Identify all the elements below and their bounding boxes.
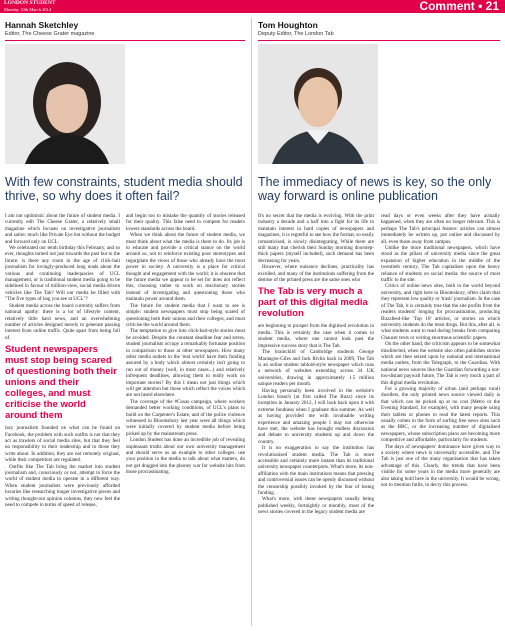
paragraph: It's no secret that the media is evolving. With the print industry a decade and a half into a fight for its life to maintain interest in hard copies of newspapers and magazines, it is regretful to see how the format, so easily romanticised, is slowly disintegrating. While there are still many that cherish their Sunday morning doorstep-thick papers (myself included), such demand has been decreasing for years.	[258, 213, 374, 264]
column-divider	[251, 18, 252, 626]
paragraph: What's more, with these newspapers usually being published weekly, fortnightly or monthly, most of the news stories covered in the legacy student media are	[258, 496, 374, 516]
paragraph: I am not optimistic about the future of student media. I currently edit The Cheese Grater, a relatively small magazine which focuses on investigative journalism and satire; much like Private Eye but without the budget and forward only on UCL.	[5, 213, 120, 245]
paragraph: The temptation to give into click-bait-style stories must be avoided. Despite the constant deadline fear and stress, student journalists occupy a remarkably fortunate position in comparison to those at other newspapers. How many other media outlets in the 'real world' have their funding assured by a body which almost certainly isn't going to run out of money (well, in most cases...) and relatively infrequent deadlines, allowing them to really work on important stories? By this I mean not just things which will get attention but those which reflect the voices which are not heard elsewhere.	[126, 328, 245, 399]
right-column-2	[381, 213, 500, 628]
left-author-block	[5, 20, 94, 37]
paragraph: The days of newspapers' dominance have given way to a society where news is universally accessible, and The Tab is just one of the many organisation that has taken advantage of this. Clearly, the trends that have been visible for some years in the media more generally are also taking hold here in the university. It would be wrong, not to mention futile, to decry this process.	[381, 443, 500, 489]
paragraph: Outfits like The Tab bring the market into student journalism and, consciously or not, attempt to force the world of student media to operate in a different way. When student journalists were previously afforded luxuries like researching longer investigative pieces and writing thought-out opinion columns, they now feel the need to compete in terms of speed of release,	[5, 463, 120, 508]
masthead	[4, 1, 56, 12]
paragraph: and begin too to mistake the quantity of stories released for their quality. This false need to compete for readers lowers standards across the board.	[126, 213, 245, 232]
paragraph: On the other hand, the criticism appears to be somewhat misdirected, when the website also often publishes stories which are then seized upon by national and international media outlets, from the Telegraph, to the Guardian. With national news sources like the Guardian forwarding a not-too-distant paywall future, The Tab is very much a part of this digital media revolution.	[381, 341, 500, 386]
left-rule	[5, 40, 245, 41]
section-title: Comment • 21	[419, 0, 499, 13]
left-pull-quote: Student newspapers must stop being scared of questioning both their unions and their colleges, and must criticise the world around them	[5, 344, 117, 422]
header-bar	[0, 0, 505, 13]
left-author-role: Editor, The Cheese Grater magazine	[5, 31, 95, 37]
right-pull-quote: The Tab is very much a part of this digital media revolution	[258, 286, 368, 320]
paragraph: read days or even weeks after they have actually happened, when they are often no longer relevant. This is perhaps The Tab's principal feature: articles can almost immediately be written up, put online and discussed by all, even those away from campus.	[381, 213, 500, 245]
paragraph: The coverage of the #Cosas campaign, where workers demanded better working conditions, of UCL's plans to build on the Carpenter's Estate, and of the police violence witnessed in Bloomsbury last year were all things which were initially covered by student media before being picked up by the mainstream press.	[126, 398, 245, 437]
paragraph: However, where nuisance declines, practicality has excelled, and many of the institutions suffering from the demise of the printed press are the same ones who	[258, 264, 374, 284]
paragraph: London Student has done an incredible job of revealing unpleasant truths about our own university management and should serve as an example to other colleges: use your position in the media to talk about what matters, do not get dragged into the phoney war for website hits from those procrastinating.	[126, 437, 245, 476]
left-author-name: Hannah Sketchley	[5, 20, 79, 30]
paragraph: The future for student media that I want to see is simple: student newspapers must stop being scared of questioning both their unions and their colleges, and must criticise the world around them.	[126, 302, 245, 328]
paragraph: Student media across the board currently suffers from national apathy: there is a lot of lifestyle content, relatively little hard news, and an overwhelming number of articles designed merely to generate passing interest from online traffic. Quite apart from being full of	[5, 302, 120, 341]
right-column-1	[258, 213, 374, 628]
left-column-2	[126, 213, 245, 628]
right-author-name: Tom Houghton	[258, 20, 318, 30]
paragraph: For a growing majority of urban (and perhaps rural) dwellers, the only printed news source viewed daily is that which can be picked up at no cost (Metro or the Evening Standard, for example), with many people using their tablets or phones to read the latest reports. This usually comes in the form of surfing free news sites such as the BBC, or the increasing number of digitalised newspapers, whose subscription plans are becoming more competitive and affordable, particularly for students.	[381, 385, 500, 444]
right-author-photo	[258, 44, 378, 164]
paragraph: It is no exaggeration to say the institution has revolutionised student media. The Tab is more accessible and certainly more instant than its traditional university newspaper counterparts. What's more, its non-affiliation with the main institutions means that pressing and controversial issues can be openly discussed without the censorship possibly invoked by the fear of losing funding.	[258, 445, 374, 497]
left-author-photo	[5, 44, 125, 164]
left-headline: With few constraints, student media should thrive, so why does it often fail?	[5, 175, 243, 203]
paragraph: lazy journalism founded on what can be found on Facebook, the problem with such outfits is not that they act as trawlers of social media sites, but that they feel no responsibility to their readership and to those they write about. In addition, they are not remotely original, while their competitors are regulated.	[5, 425, 120, 464]
paragraph: are beginning to prosper from the digitised revolution in media. This is certainly the case when it comes to student media, where one cannot look past the impressive success story that is The Tab.	[258, 323, 374, 349]
issue-date: Monday 10th March 2014	[4, 6, 52, 12]
left-column-1	[5, 213, 120, 628]
right-author-block	[258, 20, 334, 37]
paragraph: Having personally been involved in the website's London branch (at first called The Buzz) since its inception in January 2012, I will look back upon it with extreme fondness when I graduate this summer. As well as having provided me with invaluable writing experience and amazing people I may not otherwise have met, the website has brought endless discussion and debate to university students up and down the country.	[258, 387, 374, 445]
paragraph: Critics of online news sites, both in the world beyond university, and right here in Bloomsbury, often claim that they represent low quality or 'trash' journalism. In the case of The Tab, it is certainly true that the site profits from the readers students' longing for procrastination, producing Buzzfeed-like 'Top 10' articles, or stories on which university students do the most drugs. But this, after all, is what students want to read during breaks from comparing Chaucer texts or writing enormous scientific papers.	[381, 283, 500, 341]
right-rule	[258, 40, 500, 41]
right-author-role: Deputy Editor, The London Tab	[258, 31, 334, 37]
paragraph: We celebrated our tenth birthday this February, and so ever, thoughts turned not just towards the past but to the future: is there any room in the age of click-bait journalism for lovingly-produced long reads about the various and continuing inadequacies of UCL management, or is traditional student media going to be sidelined in favour of million-view, social media driven vehicles like The Tab? Will our media be filled with "The five types of bag you see at UCL"?	[5, 245, 120, 303]
paragraph: Unlike the more traditional newspapers, which have stood as the pillars of university media since the great expansion of higher education in the middle of the twentieth century, The Tab capitalises upon the heavy reliance of students on social media: the source of most traffic to the site.	[381, 245, 500, 284]
right-headline: The immediacy of news is key, so the only way forward is online publication	[258, 175, 492, 203]
paragraph: When we think about the future of student media, we must think about what the media is there to do. Its job is to educate and provide a critical stance on the world around us, not to reinforce existing poor stereotypes and regurgitate the views of those who already have the most power in society. A university is a place for critical thought and engagement with the world; it is obscene that the future media we appear to be set for does not reflect this, choosing rather to work on reactionary stories instead of investigating and questioning those who maintain power around them.	[126, 232, 245, 303]
paragraph: The brainchild of Cambridge students George Marangos-Giles and Jack Rivlin back in 2009, The Tab is an online student tabloid-style newspaper which runs a network of websites extending across 34 UK universities, drawing in approximately 1.5 million unique readers per month.	[258, 349, 374, 388]
masthead-title: LONDON STUDENT	[4, 0, 56, 6]
